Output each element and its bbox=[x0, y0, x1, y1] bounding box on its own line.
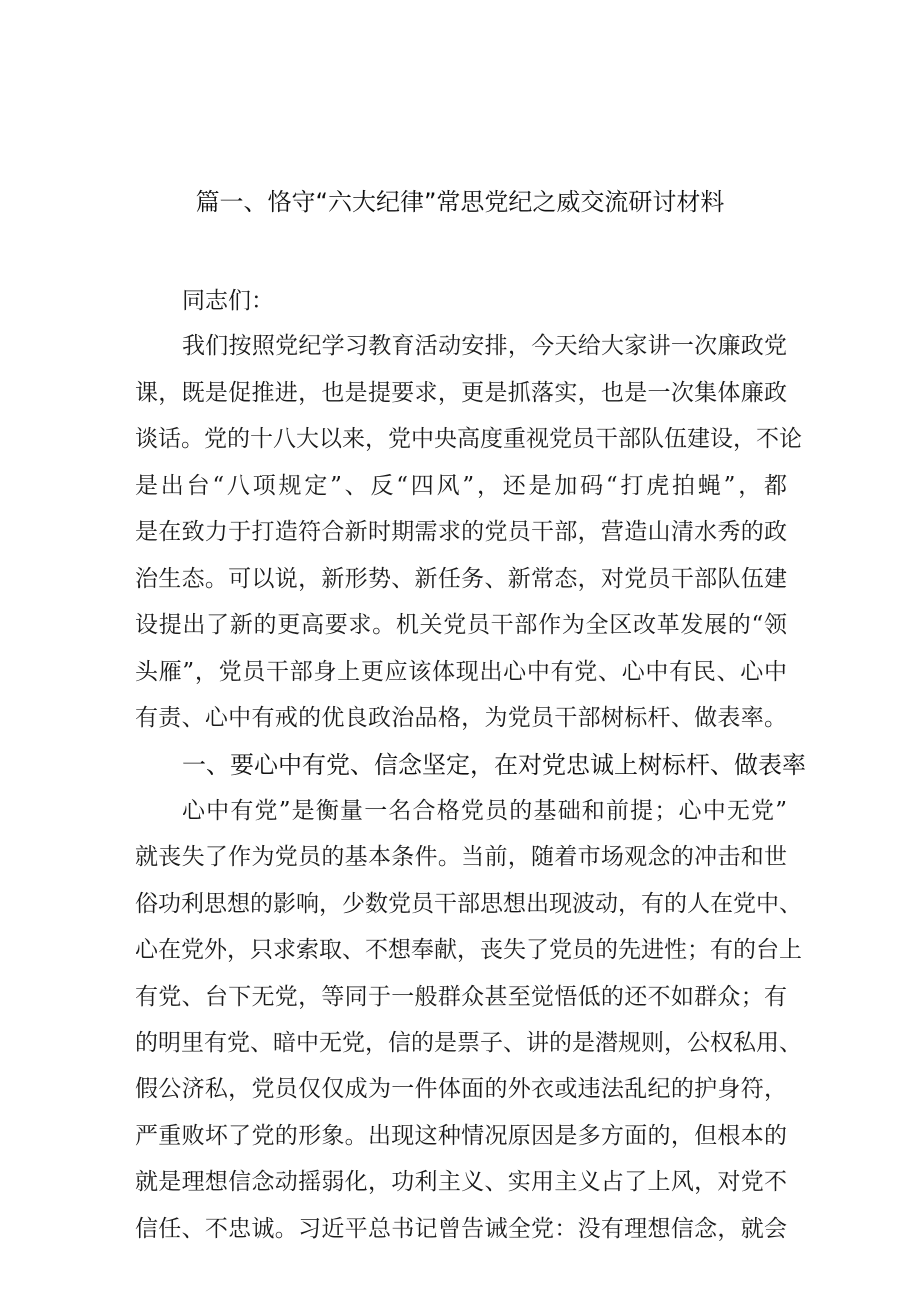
paragraph1-line: 是在致力于打造符合新时期需求的党员干部，营造山清水秀的政 bbox=[135, 519, 787, 545]
paragraph1-line: 设提出了新的更高要求。机关党员干部作为全区改革发展的“领 bbox=[135, 612, 787, 638]
paragraph2-line: 的明里有党、暗中无党，信的是票子、讲的是潜规则，公权私用、 bbox=[135, 1030, 802, 1056]
paragraph1-line: 课，既是促推进，也是提要求，更是抓落实，也是一次集体廉政 bbox=[135, 380, 787, 406]
paragraph1-line: 头雁”，党员干部身上更应该体现出心中有党、心中有民、心中 bbox=[135, 659, 787, 685]
paragraph2-line: 有党、台下无党，等同于一般群众甚至觉悟低的还不如群众；有 bbox=[135, 984, 787, 1010]
paragraph1-line: 是出台“八项规定”、反“四风”，还是加码“打虎拍蝇”，都 bbox=[135, 473, 787, 499]
paragraph1-line: 有责、心中有戒的优良政治品格，为党员干部树标杆、做表率。 bbox=[135, 705, 787, 731]
document-title: 篇一、恪守“六大纪律”常思党纪之威交流研讨材料 bbox=[195, 188, 725, 216]
paragraph2-line: 就是理想信念动摇弱化，功利主义、实用主义占了上风，对党不 bbox=[135, 1169, 787, 1195]
paragraph2-line: 严重败坏了党的形象。出现这种情况原因是多方面的，但根本的 bbox=[135, 1123, 787, 1149]
paragraph2-line: 俗功利思想的影响，少数党员干部思想出现波动，有的人在党中、 bbox=[135, 891, 802, 917]
paragraph2-line: 心中有党”是衡量一名合格党员的基础和前提；心中无党” bbox=[182, 798, 787, 824]
paragraph2-line: 就丧失了作为党员的基本条件。当前，随着市场观念的冲击和世 bbox=[135, 844, 787, 870]
salutation: 同志们： bbox=[182, 288, 274, 314]
paragraph1-line: 治生态。可以说，新形势、新任务、新常态，对党员干部队伍建 bbox=[135, 566, 787, 592]
paragraph2-line: 心在党外，只求索取、不想奉献，丧失了党员的先进性；有的台上 bbox=[135, 937, 802, 963]
section-heading: 一、要心中有党、信念坚定，在对党忠诚上树标杆、做表率 bbox=[182, 751, 806, 779]
paragraph1-line: 我们按照党纪学习教育活动安排，今天给大家讲一次廉政党 bbox=[182, 333, 787, 359]
paragraph2-line: 信任、不忠诚。习近平总书记曾告诫全党：没有理想信念，就会 bbox=[135, 1216, 787, 1242]
paragraph2-line: 假公济私，党员仅仅成为一件体面的外衣或违法乱纪的护身符， bbox=[135, 1076, 787, 1102]
paragraph1-line: 谈话。党的十八大以来，党中央高度重视党员干部队伍建设，不论 bbox=[135, 426, 802, 452]
